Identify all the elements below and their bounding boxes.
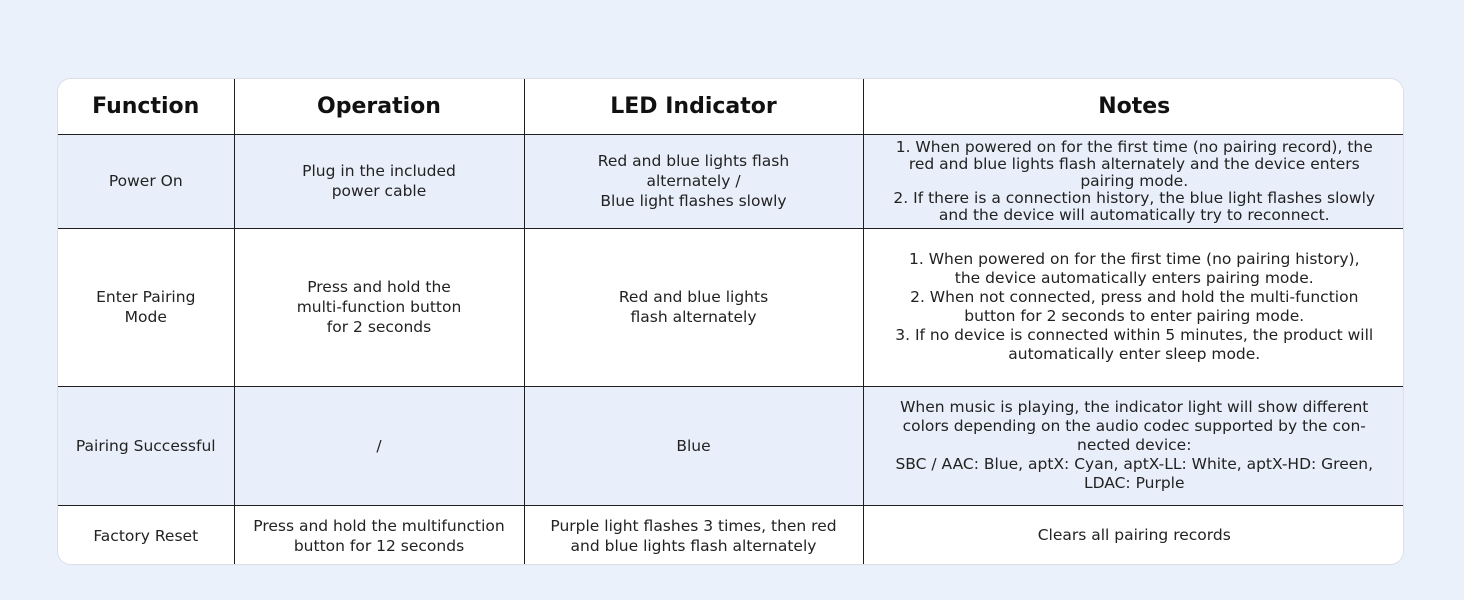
operation-line: for 2 seconds <box>326 318 432 336</box>
operation-line: multi-function button <box>296 298 462 316</box>
table-row <box>58 228 1404 386</box>
operation-line: power cable <box>331 182 427 200</box>
led-cell <box>524 134 863 228</box>
operation-line: Press and hold the <box>307 278 451 296</box>
column-header-notes: Notes <box>863 79 1404 134</box>
notes-cell <box>863 505 1404 565</box>
operation-cell <box>234 228 524 386</box>
operation-line: Plug in the included <box>302 162 456 180</box>
notes-cell <box>863 386 1404 505</box>
function-cell <box>58 134 234 228</box>
operation-cell <box>234 134 524 228</box>
notes-line: automatically enter sleep mode. <box>1008 345 1261 363</box>
function-cell <box>58 505 234 565</box>
column-header-operation: Operation <box>234 79 524 134</box>
function-text: Mode <box>124 308 167 326</box>
function-text: Enter Pairing <box>96 288 196 306</box>
column-header-led-indicator: LED Indicator <box>524 79 863 134</box>
notes-line: 3. If no device is connected within 5 minutes, the product will <box>895 326 1374 344</box>
notes-line: LDAC: Purple <box>1083 474 1185 492</box>
notes-line: and the device will automatically try to reconnect. <box>938 205 1330 224</box>
operation-line: / <box>376 436 382 455</box>
function-cell <box>58 386 234 505</box>
notes-line: the device automatically enters pairing mode. <box>954 269 1314 287</box>
notes-line: pairing mode. <box>1080 171 1189 190</box>
notes-line: 2. If there is a connection history, the blue light flashes slowly <box>893 188 1376 207</box>
notes-line: SBC / AAC: Blue, aptX: Cyan, aptX-LL: White, aptX-HD: Green, <box>895 455 1374 473</box>
function-cell <box>58 228 234 386</box>
function-text: Factory Reset <box>93 526 199 545</box>
notes-line: When music is playing, the indicator light will show different <box>900 398 1369 416</box>
notes-line: nected device: <box>1077 436 1192 454</box>
operation-line: button for 12 seconds <box>293 536 465 555</box>
operation-line: Press and hold the multifunction <box>253 516 505 535</box>
notes-line: Clears all pairing records <box>1037 526 1231 545</box>
led-line: Red and blue lights <box>618 288 769 306</box>
function-text: Pairing Successful <box>75 436 216 455</box>
led-line: Red and blue lights flash <box>597 152 790 170</box>
notes-line: 2. When not connected, press and hold the multi-function <box>910 288 1359 306</box>
led-line: Purple light flashes 3 times, then red <box>550 516 837 535</box>
led-cell <box>524 505 863 565</box>
table-row <box>58 134 1404 228</box>
led-cell <box>524 386 863 505</box>
table-row <box>58 505 1404 565</box>
operation-cell <box>234 386 524 505</box>
led-line: flash alternately <box>630 308 757 326</box>
notes-line: colors depending on the audio codec supported by the con- <box>902 417 1366 435</box>
notes-line: 1. When powered on for the first time (no pairing record), the <box>895 137 1373 156</box>
table-row <box>58 386 1404 505</box>
notes-line: 1. When powered on for the first time (no pairing history), <box>909 250 1360 268</box>
notes-line: button for 2 seconds to enter pairing mode. <box>964 307 1305 325</box>
led-line: Blue <box>676 436 711 455</box>
led-indicator-table-card <box>57 78 1404 565</box>
led-cell <box>524 228 863 386</box>
led-line: and blue lights flash alternately <box>570 536 817 555</box>
led-line: Blue light flashes slowly <box>600 192 787 210</box>
led-line: alternately / <box>646 172 741 190</box>
led-indicator-table <box>58 79 1404 565</box>
table-header-row <box>58 79 1404 134</box>
column-header-function: Function <box>58 79 234 134</box>
operation-cell <box>234 505 524 565</box>
notes-line: red and blue lights flash alternately and the device enters <box>908 154 1360 173</box>
notes-cell <box>863 134 1404 228</box>
notes-cell <box>863 228 1404 386</box>
function-text: Power On <box>108 172 183 190</box>
